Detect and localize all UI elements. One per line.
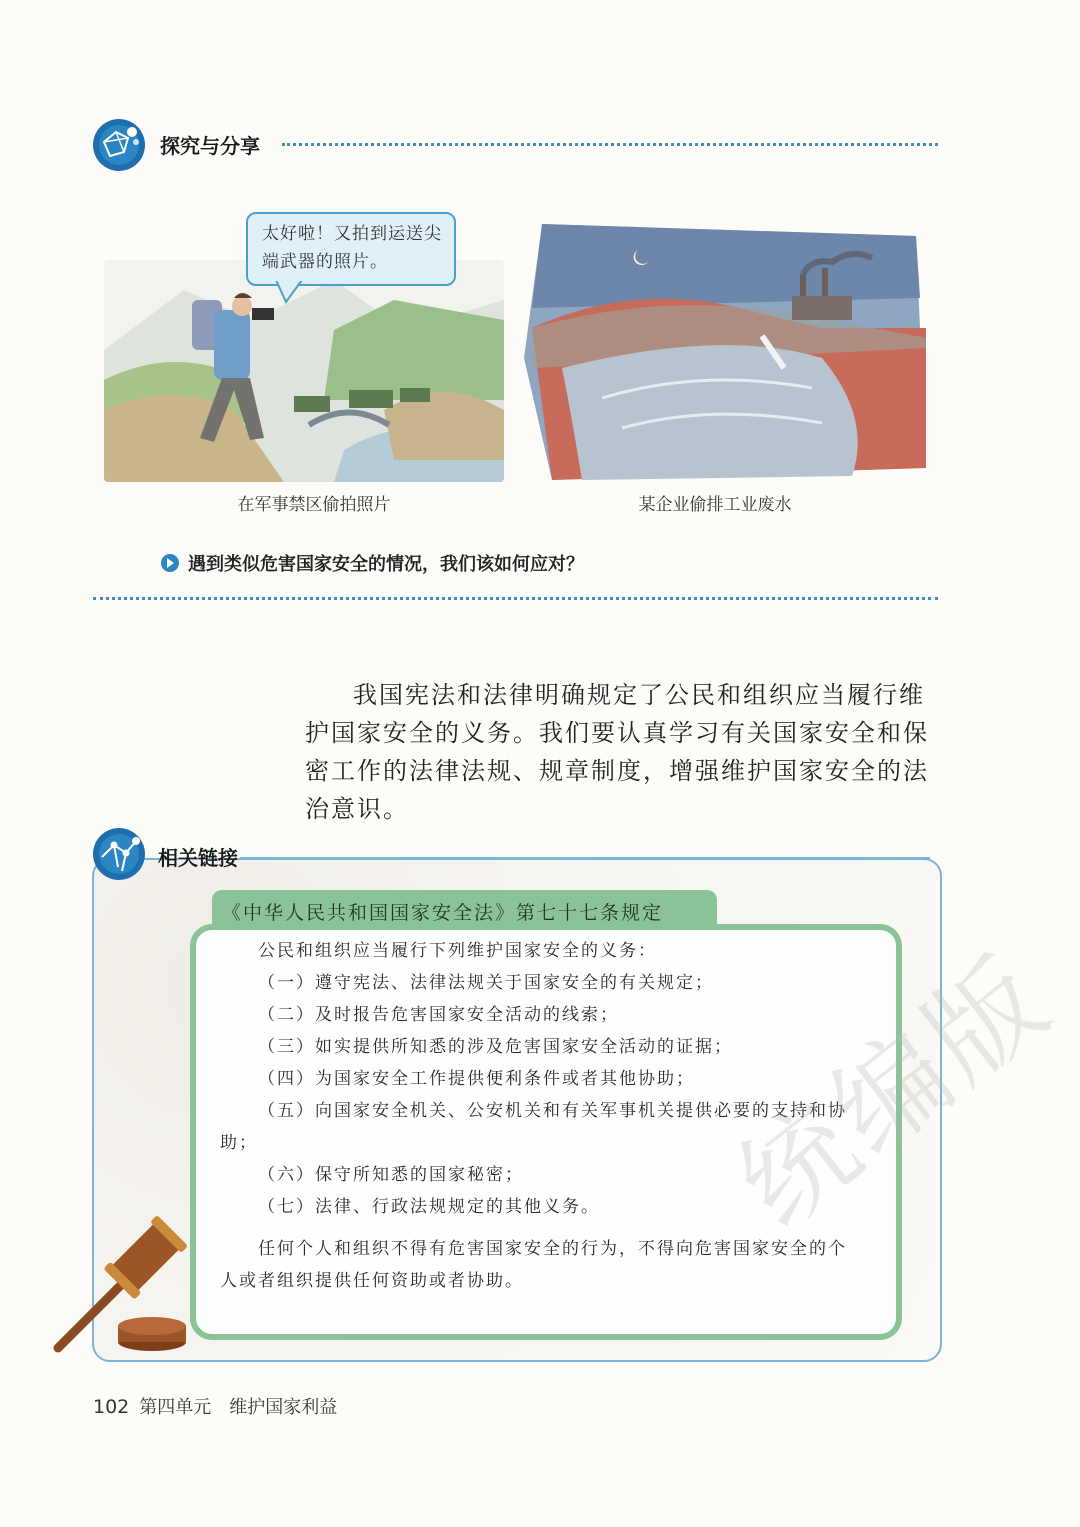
law-item: （一）遵守宪法、法律法规关于国家安全的有关规定； — [258, 973, 714, 993]
related-link-header-line — [240, 857, 930, 859]
law-item: （二）及时报告危害国家安全活动的线索； — [258, 1005, 619, 1025]
explore-share-title: 探究与分享 — [160, 134, 260, 158]
page-footer — [93, 1393, 337, 1419]
explore-share-icon — [92, 118, 146, 172]
watermark-text: 统编版 — [715, 931, 1075, 1253]
section-divider-top — [282, 143, 938, 146]
related-link-icon — [92, 827, 146, 881]
gavel-icon — [50, 1210, 195, 1360]
arrow-bullet-icon — [160, 553, 180, 573]
speech-bubble-text: 太好啦！又拍到运送尖端武器的照片。 — [262, 224, 442, 272]
law-closing: 任何个人和组织不得有危害国家安全的行为，不得向危害国家安全的个人或者组织提供任何资助或者协助。 — [220, 1239, 847, 1291]
caption-military-photo: 在军事禁区偷拍照片 — [237, 495, 391, 515]
law-item: （六）保守所知悉的国家秘密； — [258, 1165, 524, 1185]
law-item: （七）法律、行政法规规定的其他义务。 — [258, 1197, 600, 1217]
law-item: （四）为国家安全工作提供便利条件或者其他协助； — [258, 1069, 695, 1089]
question-row — [160, 550, 584, 576]
unit-label: 第四单元 — [139, 1397, 212, 1418]
body-paragraph: 我国宪法和法律明确规定了公民和组织应当履行维护国家安全的义务。我们要认真学习有关国家安全和保密工作的法律法规、规章制度，增强维护国家安全的法治意识。 — [305, 681, 929, 823]
law-intro: 公民和组织应当履行下列维护国家安全的义务： — [258, 941, 657, 961]
law-item: （三）如实提供所知悉的涉及危害国家安全活动的证据； — [258, 1037, 733, 1057]
law-title: 《中华人民共和国国家安全法》第七十七条规定 — [222, 902, 664, 924]
speech-bubble-tail — [272, 278, 312, 304]
caption-waste-water: 某企业偷排工业废水 — [638, 495, 792, 515]
illustration-waste-water — [522, 218, 930, 488]
section-divider-bottom — [93, 597, 938, 600]
law-item: （五）向国家安全机关、公安机关和有关军事机关提供必要的支持和协助； — [220, 1101, 847, 1153]
question-text: 遇到类似危害国家安全的情况，我们该如何应对？ — [188, 554, 584, 575]
related-link-title: 相关链接 — [158, 846, 238, 870]
page-number: 102 — [93, 1396, 130, 1418]
unit-title: 维护国家利益 — [229, 1397, 338, 1418]
